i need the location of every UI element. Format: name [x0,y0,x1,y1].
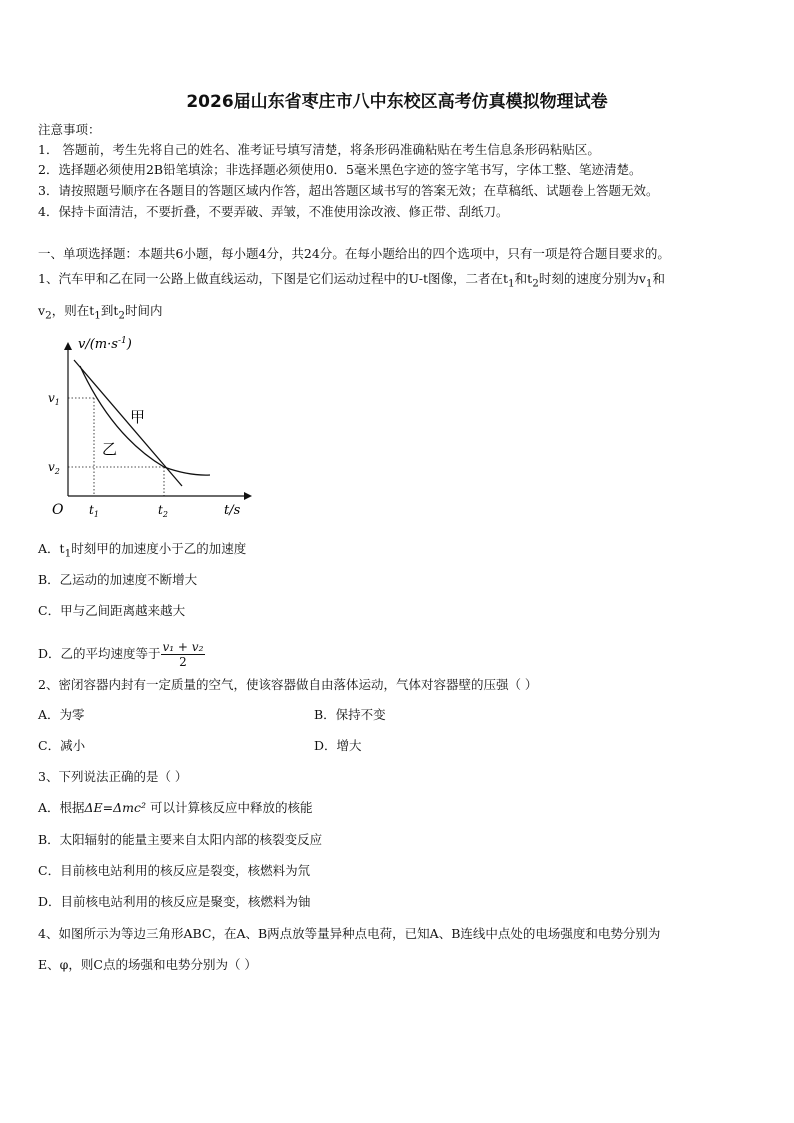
q1-option-b[interactable]: B．乙运动的加速度不断增大 [38,572,198,587]
v2-label: $v_2$ [48,460,60,476]
t2-label: $t_2$ [158,503,168,519]
q4-stem-line2: E、φ，则C点的场强和电势分别为（ ） [38,957,257,972]
notice-heading: 注意事项： [38,122,101,137]
q1-option-d[interactable]: D．乙的平均速度等于 $\frac{\text{v₁ + v₂}}{2}$ [38,640,204,669]
x-axis-label: t/s [224,503,241,518]
x-axis-arrow [244,492,252,500]
notice-item-3: 3．请按照题号顺序在各题目的答题区域内作答，超出答题区域书写的答案无效；在草稿纸、试题卷上答题无效。 [38,183,659,198]
q1-stem-line1: 1、汽车甲和乙在同一公路上做直线运动，下图是它们运动过程中的U-t图像，二者在$t_1$和$t_2$时刻的速度分别为$v_1$和 [38,271,666,290]
q1-option-a[interactable]: A．$t_1$时刻甲的加速度小于乙的加速度 [38,541,247,560]
t1-label: $t_1$ [89,503,99,519]
section-heading: 一、单项选择题：本题共6小题，每小题4分，共24分。在每小题给出的四个选项中，只有一项是符合题目要求的。 [38,246,670,261]
page-title: 2026届山东省枣庄市八中东校区高考仿真模拟物理试卷 [186,92,608,112]
q2-option-d[interactable]: D．增大 [314,738,362,753]
notice-item-4: 4．保持卡面清洁，不要折叠，不要弄破、弄皱，不准使用涂改液、修正带、刮纸刀。 [38,204,509,219]
q3-option-a[interactable]: A．根据ΔE=Δmc² 可以计算核反应中释放的核能 [38,800,313,815]
y-axis-arrow [64,342,72,350]
q2-stem: 2、密闭容器内封有一定质量的空气，使该容器做自由落体运动，气体对容器壁的压强（ ） [38,677,538,692]
q3-option-c[interactable]: C．目前核电站利用的核反应是裂变，核燃料为氘 [38,863,311,878]
origin-label: O [52,502,64,518]
jia-label: 甲 [130,408,146,426]
yi-label: 乙 [102,440,118,458]
y-axis-label: $v/(m\cdot s^{-1})$ [78,336,132,352]
q3-stem: 3、下列说法正确的是（ ） [38,769,188,784]
v1-label: $v_1$ [48,391,60,407]
q1-option-c[interactable]: C．甲与乙间距离越来越大 [38,603,186,618]
q1-stem-line2: $v_2$，则在$t_1$到$t_2$时间内 [38,303,163,322]
q3-option-d[interactable]: D．目前核电站利用的核反应是聚变，核燃料为铀 [38,894,311,909]
q2-option-c[interactable]: C．减小 [38,738,86,753]
q3-option-b[interactable]: B．太阳辐射的能量主要来自太阳内部的核裂变反应 [38,832,323,847]
notice-item-1: 1． 答题前，考生先将自己的姓名、准考证号填写清楚，将条形码准确粘贴在考生信息条形码粘贴区。 [38,142,600,157]
notice-item-2: 2．选择题必须使用2B铅笔填涂；非选择题必须使用0．5毫米黑色字迹的签字笔书写，字体工整、笔迹清楚。 [38,162,642,177]
q2-option-a[interactable]: A．为零 [38,707,85,722]
fraction: $\frac{\text{v₁ + v₂}}{2}$ [162,640,204,669]
q2-option-b[interactable]: B．保持不变 [314,707,386,722]
q4-stem-line1: 4、如图所示为等边三角形ABC，在A、B两点放等量异种点电荷，已知A、B连线中点处的电场强度和电势分别为 [38,926,661,941]
vt-graph [44,336,254,522]
